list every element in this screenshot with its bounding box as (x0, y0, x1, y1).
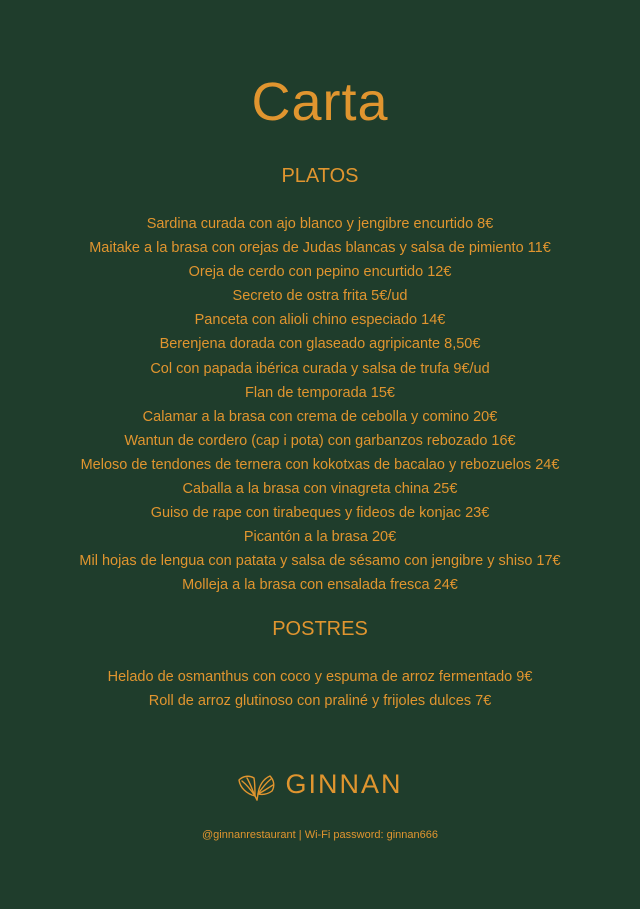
menu-item: Oreja de cerdo con pepino encurtido 12€ (188, 264, 452, 281)
menu-item: Guiso de rape con tirabeques y fideos de konjac 23€ (150, 505, 490, 522)
menu-item: Sardina curada con ajo blanco y jengibre encurtido 8€ (146, 216, 494, 232)
menu-item: Wantun de cordero (cap i pota) con garbanzos rebozado 16€ (124, 432, 516, 449)
postres-list (0, 665, 640, 713)
menu-item: Panceta con alioli chino especiado 14€ (194, 312, 446, 329)
platos-list (0, 212, 640, 598)
menu-item: Secreto de ostra frita 5€/ud (232, 288, 408, 305)
menu-item: Berenjena dorada con glaseado agripicante 8,50€ (159, 336, 481, 353)
menu-item: Mil hojas de lengua con patata y salsa de sésamo con jengibre y shiso 17€ (79, 553, 561, 570)
ginkgo-leaf-icon (237, 766, 277, 802)
menu-item: Maitake a la brasa con orejas de Judas blancas y salsa de pimiento 11€ (89, 240, 551, 257)
section-heading-platos: PLATOS (281, 165, 359, 187)
menu-item: Meloso de tendones de ternera con kokotxas de bacalao y rebozuelos 24€ (80, 456, 560, 473)
footer-info: @ginnanrestaurant | Wi-Fi password: ginnan666 (202, 829, 438, 841)
page-title: Carta (251, 72, 389, 132)
menu-item: Flan de temporada 15€ (245, 384, 395, 401)
section-heading-postres: POSTRES (272, 618, 368, 640)
menu-item: Molleja a la brasa con ensalada fresca 24€ (182, 577, 458, 594)
menu-item: Col con papada ibérica curada y salsa de trufa 9€/ud (150, 360, 490, 377)
menu-item: Picantón a la brasa 20€ (243, 529, 397, 546)
menu-item: Calamar a la brasa con crema de cebolla y comino 20€ (142, 408, 498, 425)
menu-item: Roll de arroz glutinoso con praliné y frijoles dulces 7€ (148, 693, 492, 710)
brand-logo-lockup (0, 764, 640, 804)
menu-item: Caballa a la brasa con vinagreta china 25€ (182, 481, 458, 498)
menu-item: Helado de osmanthus con coco y espuma de arroz fermentado 9€ (107, 669, 533, 685)
brand-name: GINNAN (285, 769, 403, 799)
